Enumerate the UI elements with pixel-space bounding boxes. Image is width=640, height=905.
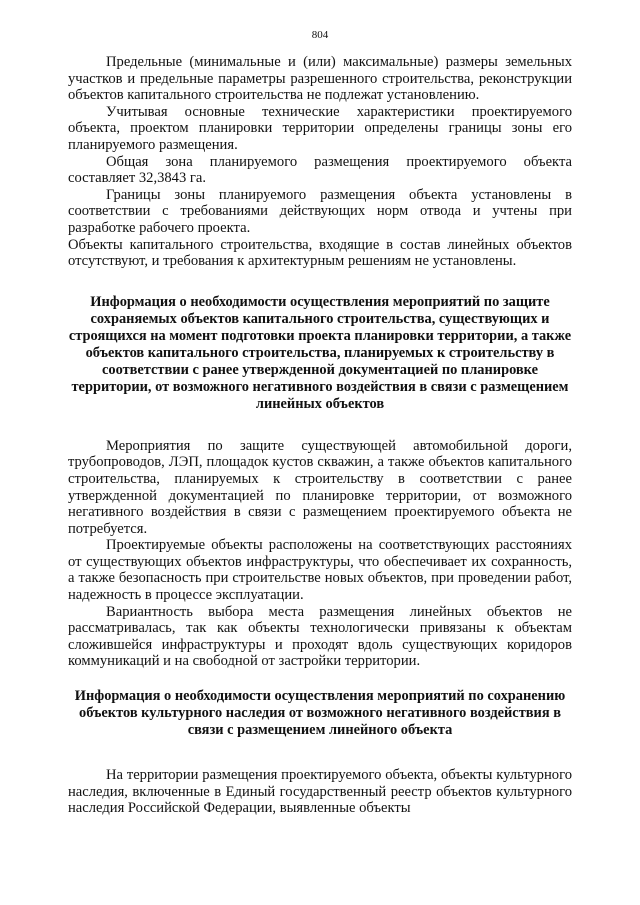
paragraph: Проектируемые объекты расположены на соответствующих расстояниях от существующих объектов инфраструктуры, что обеспечивает их сохранность, а также безопасность при строительстве новых объектов, при проведении работ, надежность в процессе эксплуатации. [68, 537, 572, 604]
paragraph: Учитывая основные технические характеристики проектируемого объекта, проектом планировки территории определены границы зоны его планируемого размещения. [68, 103, 572, 153]
paragraph: Общая зона планируемого размещения проектируемого объекта составляет 32,3843 га. [68, 153, 572, 187]
paragraph: Предельные (минимальные и (или) максимальные) размеры земельных участков и предельные параметры разрешенного строительства, реконструкции объектов капитального строительства не подлежат установлению. [68, 54, 572, 104]
document-page [68, 28, 572, 817]
section-heading-heritage: Информация о необходимости осуществления мероприятий по сохранению объектов культурного наследия от возможного негативного воздействия в связи с размещением линейного объекта [74, 688, 566, 739]
section-heritage [68, 767, 572, 817]
paragraph: Мероприятия по защите существующей автомобильной дороги, трубопроводов, ЛЭП, площадок кустов скважин, а также объектов капитального строительства, планируемых к строительству в соответствии с ранее утвержденной документацией по планировке территории, от возможного негативного воздействия в связи с размещением проектируемого объекта не потребуется. [68, 437, 572, 537]
section-heading-protection: Информация о необходимости осуществления мероприятий по защите сохраняемых объектов капитального строительства, существующих и строящихся на момент подготовки проекта планировки территории, а также объектов капитального строительства, планируемых к строительству в соответствии с ранее утвержденной документацией по планировке территории, от возможного негативного воздействия в связи с размещением линейных объектов [68, 293, 572, 412]
paragraph: Объекты капитального строительства, входящие в состав линейных объектов отсутствуют, и требования к архитектурным решениям не установлены. [68, 236, 572, 270]
section-intro [68, 54, 572, 270]
page-number: 804 [311, 29, 329, 41]
paragraph: Границы зоны планируемого размещения объекта установлены в соответствии с требованиями действующих норм отвода и учтены при разработке рабочего проекта. [68, 186, 572, 236]
paragraph: Вариантность выбора места размещения линейных объектов не рассматривалась, так как объекты технологически привязаны к объектам сложившейся инфраструктуры и проходят вдоль существующих коридоров коммуникаций и на свободной от застройки территории. [68, 603, 572, 670]
section-protection [68, 438, 572, 670]
paragraph: На территории размещения проектируемого объекта, объекты культурного наследия, включенные в Единый государственный реестр объектов культурного наследия Российской Федерации, выявленные объекты [68, 767, 572, 817]
